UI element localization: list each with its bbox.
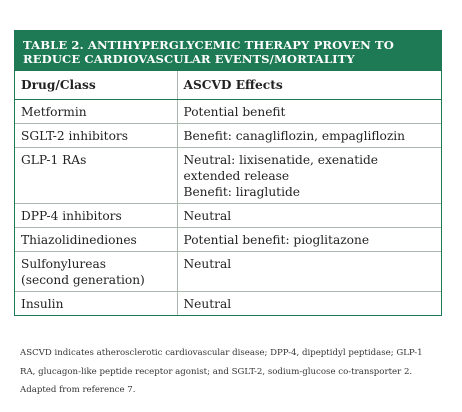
- ascvd-effect-cell: [177, 292, 441, 316]
- column-header-drug-class: Drug/Class: [15, 71, 177, 100]
- table-row: [15, 292, 441, 316]
- ascvd-effect-cell: [177, 100, 441, 124]
- drug-class-cell: [15, 204, 177, 228]
- drug-class-text: Insulin: [21, 297, 64, 311]
- ascvd-effect-cell: [177, 148, 441, 204]
- table-title: [15, 31, 441, 71]
- table-title-line: TABLE 2. ANTIHYPERGLYCEMIC THERAPY PROVEN TO: [23, 38, 394, 52]
- ascvd-effect-text: Neutral: [183, 209, 232, 223]
- drug-class-text: DPP-4 inhibitors: [21, 209, 122, 223]
- column-header-ascvd-effects: ASCVD Effects: [177, 71, 441, 100]
- table-row: [15, 204, 441, 228]
- footnote-line: Adapted from reference 7.: [20, 385, 136, 395]
- drug-class-text: Thiazolidinediones: [21, 233, 137, 247]
- ascvd-effect-cell: [177, 204, 441, 228]
- ascvd-effect-text: Neutral: [183, 297, 232, 311]
- drug-class-text: (second generation): [21, 273, 145, 287]
- table-row: [15, 148, 441, 204]
- ascvd-effect-text: Neutral: lixisenatide, exenatide: [183, 153, 379, 167]
- footnote-line: ASCVD indicates atherosclerotic cardiovascular disease; DPP-4, dipeptidyl peptidase; GLP-1: [20, 348, 423, 358]
- ascvd-effect-cell: [177, 124, 441, 148]
- ascvd-effect-text: Potential benefit: pioglitazone: [183, 233, 370, 247]
- drug-class-cell: [15, 228, 177, 252]
- table-row: [15, 100, 441, 124]
- ascvd-effect-text: Potential benefit: [183, 105, 286, 119]
- header-row: [15, 71, 441, 100]
- drug-class-cell: [15, 124, 177, 148]
- ascvd-effect-text: Benefit: canagliflozin, empagliflozin: [183, 129, 405, 143]
- drug-class-text: Sulfonylureas: [21, 257, 106, 271]
- drug-class-text: GLP-1 RAs: [21, 153, 87, 167]
- table-row: [15, 252, 441, 292]
- therapy-table: [14, 30, 442, 316]
- drug-class-cell: [15, 292, 177, 316]
- table-row: [15, 228, 441, 252]
- table-body: [15, 100, 441, 316]
- ascvd-effect-text: extended release: [183, 169, 290, 183]
- drug-class-cell: [15, 100, 177, 124]
- footnote-line: RA, glucagon-like peptide receptor agonist; and SGLT-2, sodium-glucose co-transporter 2.: [20, 366, 413, 377]
- drug-class-text: Metformin: [21, 105, 87, 119]
- ascvd-effect-text: Benefit: liraglutide: [183, 185, 300, 199]
- drug-class-cell: [15, 148, 177, 204]
- drug-class-cell: [15, 252, 177, 292]
- table-title-line: REDUCE CARDIOVASCULAR EVENTS/MORTALITY: [23, 52, 355, 66]
- table-footnote: [20, 344, 440, 400]
- data-table: [15, 71, 441, 315]
- ascvd-effect-cell: [177, 228, 441, 252]
- drug-class-text: SGLT-2 inhibitors: [21, 129, 128, 143]
- table-row: [15, 124, 441, 148]
- ascvd-effect-cell: [177, 252, 441, 292]
- ascvd-effect-text: Neutral: [183, 257, 232, 271]
